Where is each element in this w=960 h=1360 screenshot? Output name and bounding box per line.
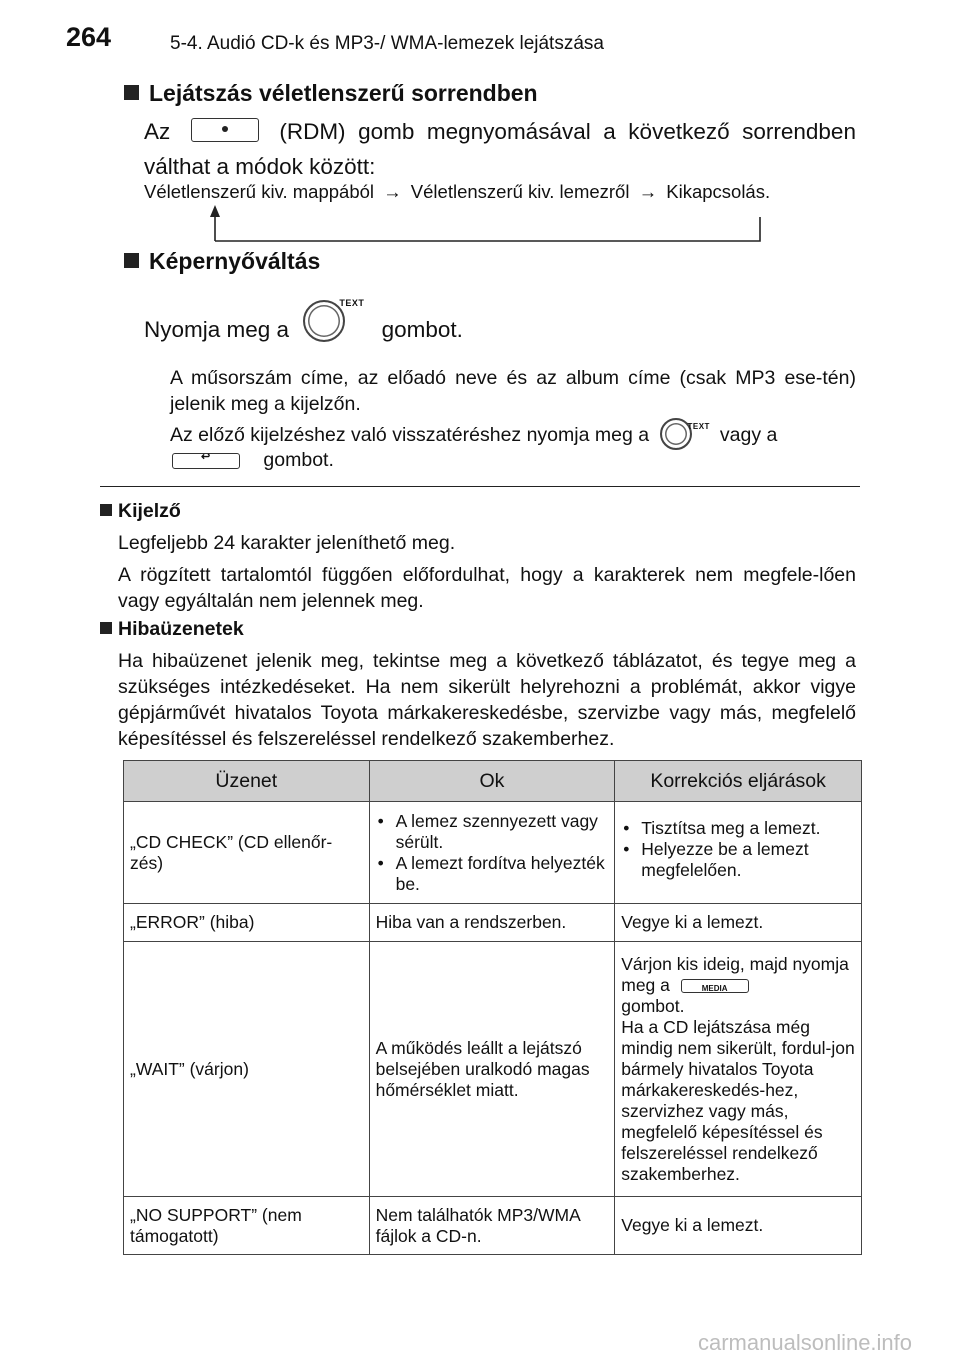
errors-paragraph: Ha hibaüzenet jelenik meg, tekintse meg a következő táblázatot, és tegye meg a szükséges intézkedéseket. Ha nem sikerült helyrehozni a problémát, akkor vigye gépjárművét hivatalos Toyota márkakereskedésbe, szervizbe vagy más, megfelelő képesítéssel és felszereléssel rendelkező szakemberhez. bbox=[118, 650, 856, 750]
table-row bbox=[124, 904, 862, 942]
loop-back-arrow-icon bbox=[200, 205, 770, 245]
display-switch-note2: Az előző kijelzéshez való visszatéréshez nyomja meg a TEXT vagy a bbox=[170, 420, 856, 452]
header-cell: Üzenet bbox=[124, 761, 370, 802]
table-row bbox=[124, 1197, 862, 1255]
text-knob-icon: TEXT bbox=[660, 418, 692, 450]
error-table bbox=[123, 760, 862, 1255]
display-switch-heading bbox=[124, 248, 320, 275]
random-play-heading bbox=[124, 80, 538, 107]
fix-cell: Vegye ki a lemezt. bbox=[615, 904, 862, 942]
header-cell: Korrekciós eljárások bbox=[615, 761, 862, 802]
text-knob-icon: TEXT bbox=[303, 300, 345, 342]
back-button-icon: ↩ bbox=[172, 453, 240, 469]
cause-cell bbox=[369, 802, 615, 904]
arrow-right-icon: → bbox=[383, 181, 402, 202]
message-cell: „NO SUPPORT” (nem támogatott) bbox=[124, 1197, 370, 1255]
errors-heading: Hibaüzenetek bbox=[100, 618, 244, 641]
header-cell: Ok bbox=[369, 761, 615, 802]
page-number: 264 bbox=[66, 22, 112, 52]
cause-cell: A működés leállt a lejátszó belsejében uralkodó magas hőmérséklet miatt. bbox=[369, 942, 615, 1197]
table-header-row bbox=[124, 761, 862, 802]
back-button-line: ↩ gombot. bbox=[172, 449, 334, 472]
message-cell: „CD CHECK” (CD ellenőr-zés) bbox=[124, 802, 370, 904]
dot-icon bbox=[222, 126, 228, 132]
chapter-title: 5-4. Audió CD-k és MP3-/ WMA-lemezek lejátszása bbox=[170, 33, 604, 54]
display-switch-note1: A műsorszám címe, az előadó neve és az album címe (csak MP3 ese-tén) jelenik meg a kijelzőn. bbox=[170, 367, 856, 415]
fix-cell bbox=[615, 802, 862, 904]
table-row bbox=[124, 942, 862, 1197]
message-cell: „ERROR” (hiba) bbox=[124, 904, 370, 942]
display-info-heading: Kijelző bbox=[100, 500, 181, 523]
list-item: • A lemez szennyezett vagy sérült. bbox=[376, 811, 609, 853]
square-bullet-icon bbox=[124, 85, 139, 100]
section-divider bbox=[100, 486, 860, 487]
square-bullet-icon bbox=[124, 253, 139, 268]
cause-cell: Hiba van a rendszerben. bbox=[369, 904, 615, 942]
list-item: • Helyezze be a lemezt megfelelően. bbox=[621, 839, 855, 881]
list-item: • Tisztítsa meg a lemezt. bbox=[621, 818, 855, 839]
random-play-title: Lejátszás véletlenszerű sorrendben bbox=[149, 80, 538, 106]
rdm-button-icon bbox=[191, 118, 259, 142]
fix-cell: Várjon kis ideig, majd nyomja meg a MEDIA gombot. Ha a CD lejátszása még mindig nem sikerült, fordul-jon bármely hivatalos Toyota márkakereskedés-hez, szervizhez vagy más, megfelelő képesítéssel és felszereléssel rendelkező szakemberhez. bbox=[615, 942, 862, 1197]
random-play-text: Az (RDM) gomb megnyomásával a következő sorrendben válthat a módok között: bbox=[144, 119, 856, 179]
list-item: • A lemezt fordítva helyezték be. bbox=[376, 853, 609, 895]
square-bullet-icon bbox=[100, 504, 112, 516]
random-sequence: Véletlenszerű kiv. mappából → Véletlenszerű kiv. lemezről → Kikapcsolás. bbox=[144, 181, 771, 202]
display-info-p2: A rögzített tartalomtól függően előfordulhat, hogy a karakterek nem megfele-lően vagy egyáltalán nem jelennek meg. bbox=[118, 564, 856, 612]
arrow-right-icon: → bbox=[638, 181, 658, 202]
table-row bbox=[124, 802, 862, 904]
watermark: carmanualsonline.info bbox=[698, 1330, 913, 1355]
cause-cell: Nem találhatók MP3/WMA fájlok a CD-n. bbox=[369, 1197, 615, 1255]
display-switch-title: Képernyőváltás bbox=[149, 248, 321, 274]
press-text-line: Nyomja meg a TEXT gombot. bbox=[144, 298, 463, 342]
square-bullet-icon bbox=[100, 622, 112, 634]
display-info-p1: Legfeljebb 24 karakter jeleníthető meg. bbox=[118, 532, 456, 554]
media-button-icon: MEDIA bbox=[681, 979, 749, 993]
fix-cell: Vegye ki a lemezt. bbox=[615, 1197, 862, 1255]
message-cell: „WAIT” (várjon) bbox=[124, 942, 370, 1197]
